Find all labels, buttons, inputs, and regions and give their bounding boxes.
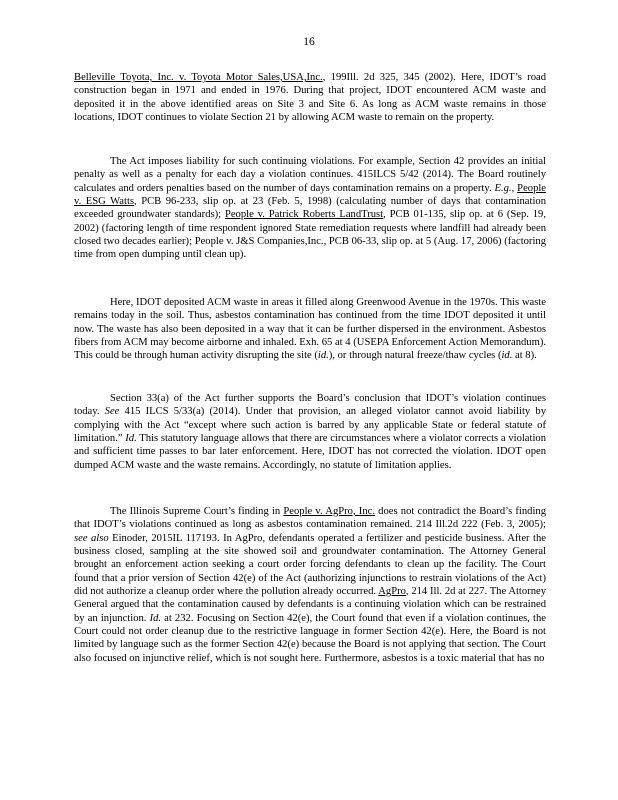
body-text: , 199Ill. 2d 325, 345 (2002). Here, IDOT’s road construction began in 1971 and ended in 1976. During that project, IDOT encountered ACM waste and deposited it in the above identified areas on Site 3 and Site 6. As long as ACM waste remains in those locations, IDOT continues to violate Section 21 by allowing ACM waste to remain on the property. (74, 72, 546, 124)
body-text: Here, IDOT deposited ACM waste in areas it filled along Greenwood Avenue in the 1970s. This waste remains today in the soil. Thus, asbestos contamination has continued from the time IDOT deposited it until now. The waste has also been deposited in a way that it can be further dispersed in the environment. Asbestos fibers from ACM may become airborne and inhaled. Exh. 65 at 4 (USEPA Enforcement Action Memorandum). This could be through human activity disrupting the site ( (74, 297, 546, 362)
citation-signal: Id. (149, 612, 162, 624)
case-citation: People v. ESG Watts (74, 182, 547, 208)
paragraph-text (74, 392, 546, 472)
case-citation: AgPro (378, 586, 406, 598)
citation-signal: id. (501, 350, 513, 362)
body-text: The Illinois Supreme Court’s finding in (110, 506, 284, 517)
body-text: 415 ILCS 5/33(a) (2014). Under that provision, an alleged violator cannot avoid liability by complying with the Act “except where such action is barred by any applicable State or federal statute of limitation.” (74, 406, 546, 445)
paragraph-3 (74, 296, 546, 363)
body-text: ), or through natural freeze/thaw cycles ( (328, 350, 502, 362)
page-number: 16 (303, 36, 315, 48)
citation-signal: see also (74, 532, 109, 544)
body-text: , 214 Ill. 2d at 227. The Attorney General argued that the contamination caused by defendants is a continuing violation which can be restrained by an injunction. (74, 586, 546, 624)
body-text: , PCB 96-233, slip op. at 23 (Feb. 5, 1998) (calculating number of days that contamination exceeded groundwater standards); (74, 196, 546, 221)
case-citation: Belleville Toyota, Inc. v. Toyota Motor Sales,USA,Inc. (74, 72, 323, 83)
case-citation: People v. AgPro, Inc. (283, 506, 375, 517)
body-text: The Act imposes liability for such continuing violations. For example, Section 42 provides an initial penalty as well as a penalty for each day a violation continues. 415ILCS 5/42 (2014). The Board routinely calculates and orders penalties based on the number of days contamination remains on a property. (74, 156, 546, 194)
paragraph-2 (74, 155, 546, 262)
paragraph-5 (74, 505, 546, 665)
case-citation: People v. Patrick Roberts LandTrust (224, 209, 384, 221)
paragraph-1 (74, 71, 546, 124)
body-text: at 232. Focusing on Section 42(e), the Court found that even if a violation continues, the Court could not order cleanup due to the restrictive language in former Section 42(e). Here, the Board is not limited by language such as the former Section 42(e) because the Board is not applying that section. The Court also focused on injunctive relief, which is not sought here. Furthermore, asbestos is a toxic material that has no (74, 612, 546, 664)
paragraph-4 (74, 392, 546, 472)
body-text: does not contradict the Board’s finding that IDOT’s violations continued as long as asbestos contamination remained. 214 Ill.2d 222 (Feb. 3, 2005); (74, 506, 546, 531)
body-text: This statutory language allows that there are circumstances where a violator corrects a violation and sufficient time passes to bar later enforcement. Here, IDOT has not corrected the violation. IDOT open dumped ACM waste and the waste remains. Accordingly, no statute of limitation applies. (74, 433, 546, 471)
citation-signal: E.g. (494, 182, 512, 194)
paragraph-text (74, 505, 546, 665)
body-text: , PCB 01-135, slip op. at 6 (Sep. 19, 2002) (factoring length of time respondent ignored State remediation requests where landfill had already been closed two decades earlier); People v. J&S Companies,Inc., PCB 06-33, slip op. at 5 (Aug. 17, 2006) (factoring time from open dumping until clean up). (74, 209, 547, 261)
body-text: Einoder, 2015IL 117193. In AgPro, defendants operated a fertilizer and pesticide business. After the business closed, sampling at the site showed soil and groundwater contamination. The Attorney General brought an enforcement action seeking a court order forcing defendants to clean up the facility. The Court found that a prior version of Section 42(e) of the Act (authorizing injunctions to restrain violations of the Act) did not authorize a cleanup order where the pollution already occurred. (74, 532, 546, 598)
paragraph-text (74, 155, 546, 262)
body-text: Section 33(a) of the Act further supports the Board’s conclusion that IDOT’s violation continues today. (74, 393, 546, 418)
body-text: at 8). (512, 350, 537, 362)
body-text: , (511, 182, 518, 194)
paragraph-text (74, 296, 546, 363)
citation-signal: Id. (125, 433, 137, 445)
citation-signal: id. (317, 350, 329, 362)
citation-signal: See (104, 406, 120, 418)
paragraph-text (74, 71, 546, 124)
